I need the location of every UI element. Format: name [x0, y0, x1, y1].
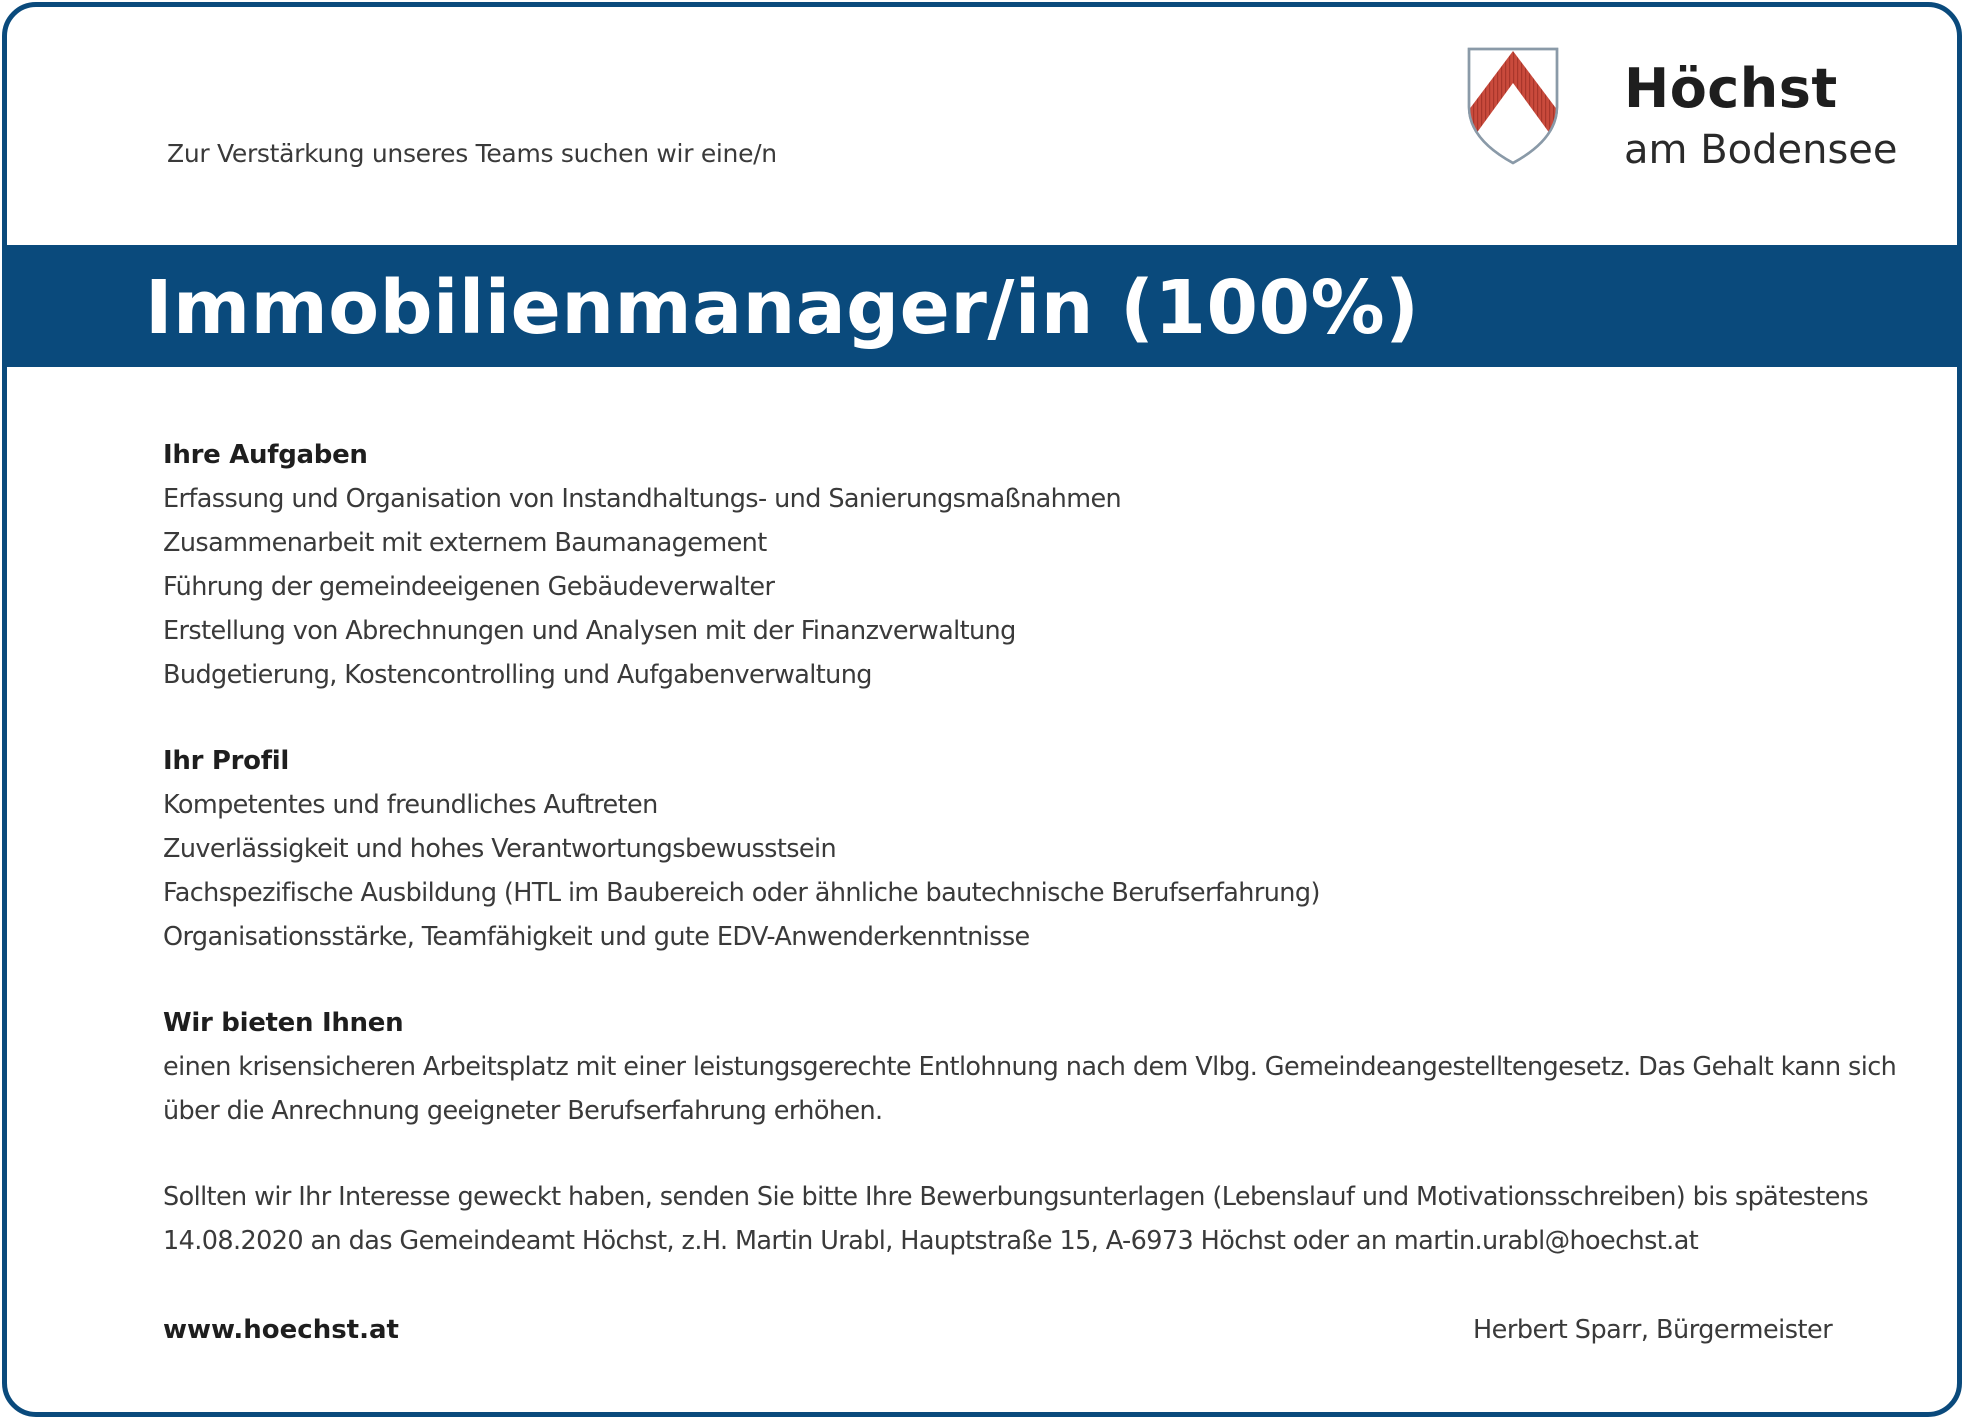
website-link[interactable]: www.hoechst.at — [163, 1315, 399, 1345]
profile-item: Fachspezifische Ausbildung (HTL im Baubereich oder ähnliche bautechnische Berufserfahrung) — [163, 878, 1320, 908]
offer-heading: Wir bieten Ihnen — [163, 1008, 404, 1038]
application-text: Sollten wir Ihr Interesse geweckt haben, senden Sie bitte Ihre Bewerbungsunterlagen (Lebenslauf und Motivationsschreiben) bis spätestens 14.08.2020 an das Gemeindeamt Höchst, z.H. Martin Urabl, Hauptstraße 15, A-6973 Höchst oder an martin.urabl@hoechst.at — [163, 1182, 1869, 1256]
task-item: Zusammenarbeit mit externem Baumanagement — [163, 528, 767, 558]
job-ad-frame — [2, 2, 1962, 1417]
profile-section — [163, 739, 1903, 959]
profile-heading: Ihr Profil — [163, 746, 289, 776]
application-section — [163, 1175, 1903, 1263]
intro-text: Zur Verstärkung unseres Teams suchen wir eine/n — [167, 139, 777, 168]
coat-of-arms-icon — [1465, 45, 1561, 167]
profile-item: Organisationsstärke, Teamfähigkeit und gute EDV-Anwenderkenntnisse — [163, 922, 1030, 952]
profile-item: Zuverlässigkeit und hohes Verantwortungsbewusstsein — [163, 834, 837, 864]
signature: Herbert Sparr, Bürgermeister — [1473, 1315, 1833, 1345]
job-content — [163, 433, 1903, 1305]
profile-item: Kompetentes und freundliches Auftreten — [163, 790, 658, 820]
task-item: Erstellung von Abrechnungen und Analysen mit der Finanzverwaltung — [163, 616, 1016, 646]
offer-section — [163, 1001, 1903, 1133]
tasks-section — [163, 433, 1903, 697]
task-item: Erfassung und Organisation von Instandhaltungs- und Sanierungsmaßnahmen — [163, 484, 1122, 514]
offer-text: einen krisensicheren Arbeitsplatz mit einer leistungsgerechte Entlohnung nach dem Vlbg. Gemeindeangestelltengesetz. Das Gehalt kann sich über die Anrechnung geeigneter Berufserfahrung erhöhen. — [163, 1052, 1897, 1126]
task-item: Budgetierung, Kostencontrolling und Aufgabenverwaltung — [163, 660, 872, 690]
town-name: Höchst — [1624, 57, 1838, 120]
tasks-heading: Ihre Aufgaben — [163, 440, 368, 470]
task-item: Führung der gemeindeeigenen Gebäudeverwalter — [163, 572, 775, 602]
title-banner — [7, 245, 1957, 367]
job-title: Immobilienmanager/in (100%) — [145, 265, 1420, 351]
town-subtitle: am Bodensee — [1624, 127, 1898, 173]
